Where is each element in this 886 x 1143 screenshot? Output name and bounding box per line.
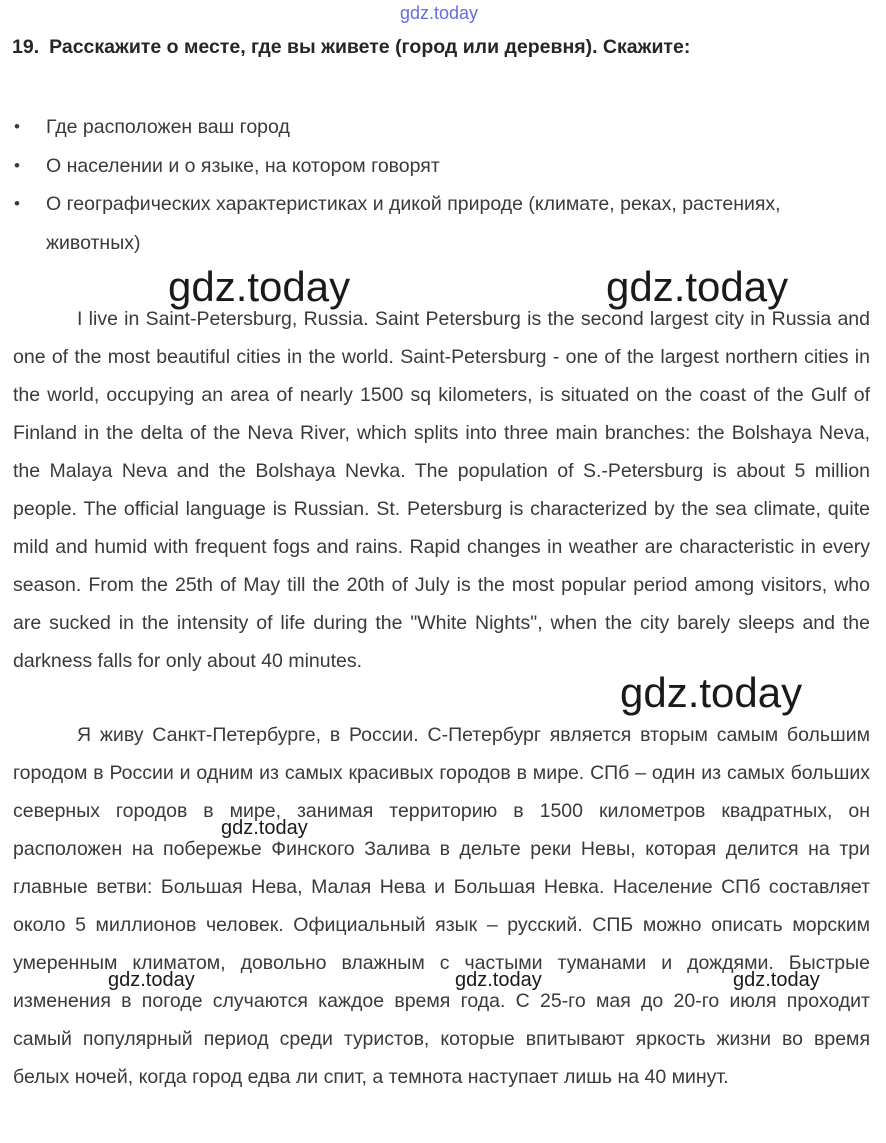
watermark: gdz.today — [168, 263, 351, 310]
list-item-text: О населении и о языке, на котором говорят — [46, 154, 440, 177]
list-item — [12, 147, 872, 186]
watermark: gdz.today — [455, 969, 542, 991]
bullet-list — [12, 108, 872, 262]
watermark-top: gdz.today — [400, 3, 479, 23]
watermark: gdz.today — [221, 817, 308, 839]
bullet-icon: • — [14, 194, 20, 213]
question-number: 19. — [12, 36, 40, 58]
list-item-text: Где расположен ваш город — [46, 116, 290, 138]
watermark: gdz.today — [733, 969, 820, 991]
watermark: gdz.today — [108, 969, 195, 991]
list-item-text: О географических характеристиках и дикой природе (климате, реках, растениях, животных) — [46, 193, 781, 254]
paragraph-english: I live in Saint-Petersburg, Russia. Saint Petersburg is the second largest city in Russia and one of the most beautiful cities in the world. Saint-Petersburg - one of the largest northern cities in the world, occupying an area of nearly 1500 sq kilometers, is situated on the coast of the Gulf of Finland in the delta of the Neva River, which splits into three main branches: the Bolshaya Neva, the Malaya Neva and the Bolshaya Nevka. The population of S.-Petersburg is about 5 million people. The official language is Russian. St. Petersburg is characterized by the sea climate, quite mild and humid with frequent fogs and rains. Rapid changes in weather are characteristic in every season. From the 25th of May till the 20th of July is the most popular period among visitors, who are sucked in the intensity of life during the "White Nights", when the city barely sleeps and the darkness falls for only about 40 minutes. — [13, 308, 870, 672]
question-text: Расскажите о месте, где вы живете (город или деревня). Скажите: — [49, 36, 691, 58]
paragraph-russian: Я живу Санкт-Петербурге, в России. С-Петербург является вторым самым большим городом в России и одним из самых красивых городов в мире. СПб – один из самых больших северных городов в мире, занимая территорию в 1500 километров квадратных, он расположен на побережье Финского Залива в дельте реки Невы, которая делится на три главные ветви: Большая Нева, Малая Нева и Большая Невка. Население СПб составляет около 5 миллионов человек. Официальный язык – русский. СПБ можно описать морским умеренным климатом, довольно влажным с частыми туманами и дождями. Быстрые изменения в погоде случаются каждое время года. С 25-го мая до 20-го июля проходит самый популярный период среди туристов, которые впитывают яркость жизни во время белых ночей, когда город едва ли спит, а темнота наступает лишь на 40 минут. — [13, 724, 870, 1088]
watermark: gdz.today — [606, 263, 789, 310]
watermark: gdz.today — [620, 669, 803, 716]
bullet-icon: • — [14, 155, 20, 175]
list-item — [12, 185, 872, 262]
bullet-icon: • — [14, 117, 20, 136]
list-item — [12, 108, 872, 147]
question-heading — [12, 36, 690, 59]
